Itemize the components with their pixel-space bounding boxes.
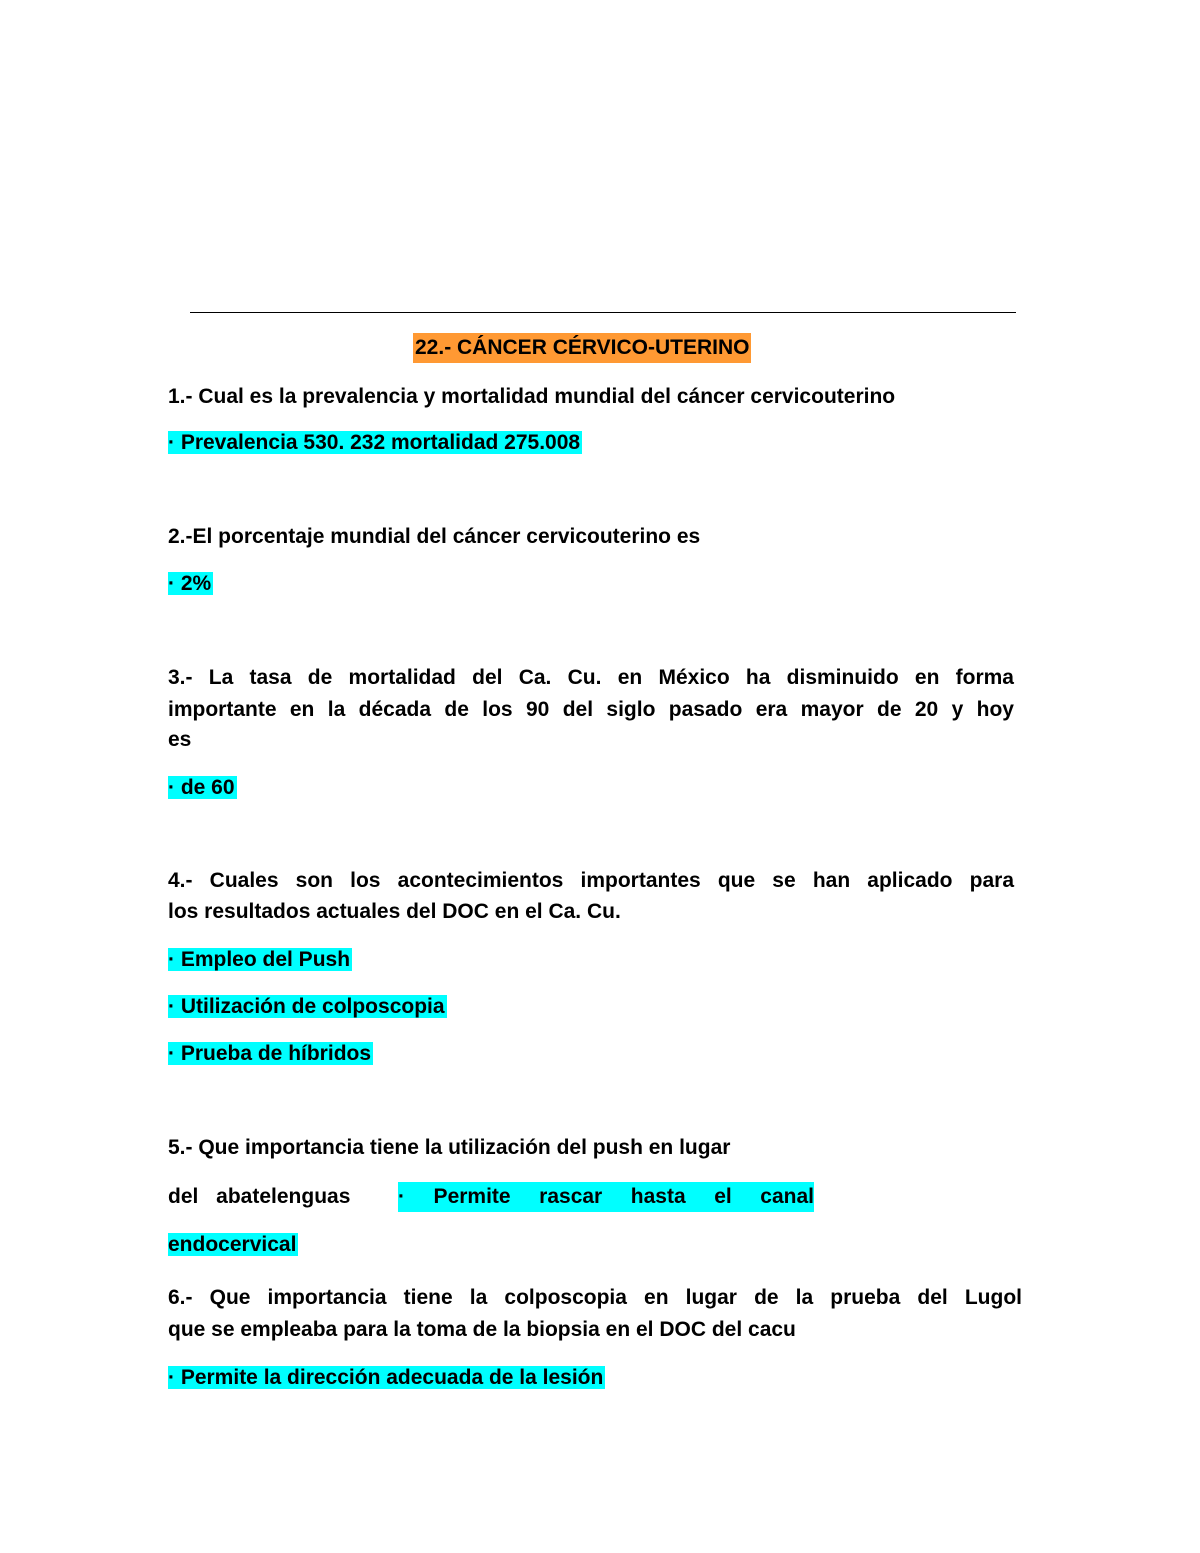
answer-4-item-3-highlight: · Prueba de híbridos: [168, 1042, 372, 1065]
question-5-line-2: del abatelenguas: [168, 1185, 351, 1208]
question-3-line-3: es: [168, 728, 192, 751]
answer-1: [168, 428, 582, 458]
question-4-line-2: los resultados actuales del DOC en el Ca. Cu.: [168, 900, 621, 923]
answer-4-item-2-highlight: · Utilización de colposcopia: [168, 995, 445, 1018]
question-3-line-1: 3.- La tasa de mortalidad del Ca. Cu. en México ha disminuido en forma: [168, 666, 1014, 689]
question-1: 1.- Cual es la prevalencia y mortalidad mundial del cáncer cervicouterino: [168, 385, 896, 408]
answer-2: [168, 569, 213, 599]
question-5-line-1: 5.- Que importancia tiene la utilización del push en lugar: [168, 1136, 731, 1159]
page-title: 22.- CÁNCER CÉRVICO-UTERINO: [413, 333, 751, 363]
answer-4-item-3: [168, 1039, 373, 1069]
answer-3-highlight: · de 60: [168, 776, 235, 799]
question-2: 2.-El porcentaje mundial del cáncer cervicouterino es: [168, 525, 701, 548]
answer-5-part-2: [168, 1230, 298, 1260]
answer-3: [168, 773, 237, 803]
answer-5-part-2-highlight: endocervical: [168, 1233, 297, 1256]
question-6-line-1: 6.- Que importancia tiene la colposcopia en lugar de la prueba del Lugol: [168, 1286, 1022, 1309]
header-rule: [190, 312, 1016, 313]
answer-4-item-1: [168, 945, 352, 975]
answer-5-part-1: [398, 1182, 814, 1212]
answer-4-item-2: [168, 992, 447, 1022]
answer-6-highlight: · Permite la dirección adecuada de la lesión: [168, 1366, 604, 1389]
answer-5-part-1-highlight: · Permite rascar hasta el canal: [398, 1182, 814, 1212]
question-6-line-2: que se empleaba para la toma de la biopsia en el DOC del cacu: [168, 1318, 796, 1341]
question-3-line-2: importante en la década de los 90 del siglo pasado era mayor de 20 y hoy: [168, 698, 1014, 721]
question-4-line-1: 4.- Cuales son los acontecimientos importantes que se han aplicado para: [168, 869, 1014, 892]
answer-2-highlight: · 2%: [168, 572, 212, 595]
answer-6: [168, 1363, 605, 1393]
answer-1-highlight: · Prevalencia 530. 232 mortalidad 275.008: [168, 431, 581, 454]
answer-4-item-1-highlight: · Empleo del Push: [168, 948, 351, 971]
